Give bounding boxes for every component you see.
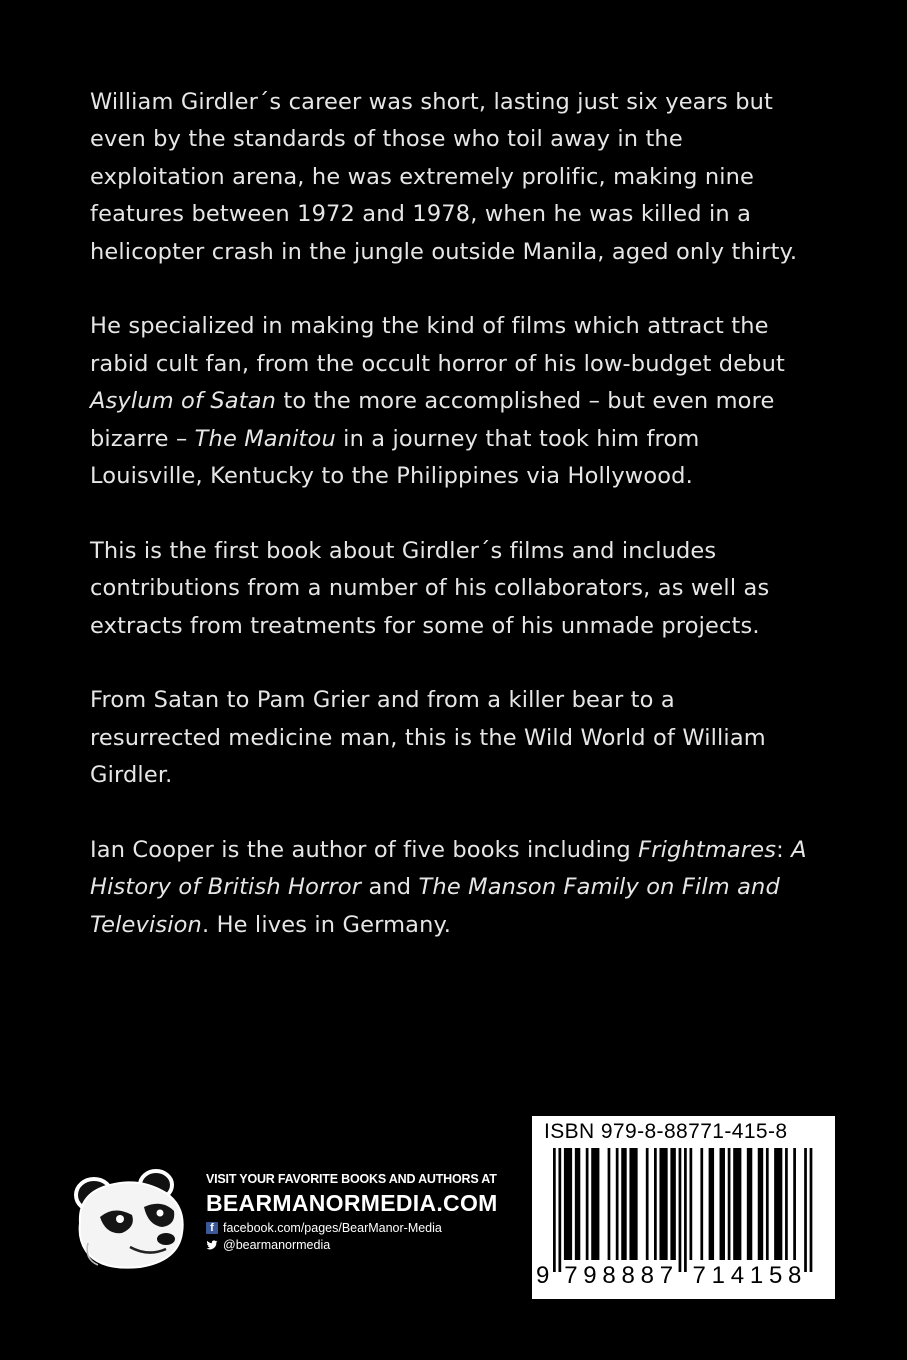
barcode-bar-10 bbox=[646, 1148, 649, 1260]
barcode-bar-4 bbox=[586, 1148, 589, 1260]
barcode-bar-6 bbox=[608, 1148, 611, 1260]
barcode-bar-29 bbox=[810, 1148, 813, 1272]
barcode-digit-3: 8 bbox=[602, 1262, 616, 1289]
film-title: Asylum of Satan bbox=[90, 388, 277, 415]
book-title: A History of British Horror bbox=[90, 837, 807, 901]
twitter-link[interactable] bbox=[206, 1238, 498, 1252]
barcode-bar-21 bbox=[733, 1148, 741, 1260]
barcode-bar-14 bbox=[679, 1148, 682, 1272]
barcode-digit-8: 1 bbox=[711, 1262, 725, 1289]
barcode-digit-11: 5 bbox=[768, 1262, 783, 1289]
visit-line: VISIT YOUR FAVORITE BOOKS AND AUTHORS AT bbox=[206, 1172, 497, 1186]
facebook-link[interactable] bbox=[206, 1221, 498, 1235]
barcode-digit-5: 8 bbox=[640, 1262, 654, 1289]
barcode-bar-28 bbox=[804, 1148, 807, 1272]
panda-bear-logo bbox=[70, 1163, 200, 1273]
film-title: The Manitou bbox=[194, 425, 336, 452]
barcode-digit-1: 7 bbox=[564, 1262, 578, 1289]
publisher-block bbox=[70, 1158, 530, 1278]
book-title: The Manson Family on Film and Television bbox=[90, 874, 780, 938]
blurb-paragraph-3: This is the first book about Girdler´s films and includes contributions from a number of his collaborators, as well as extracts from treatments for some of his unmade projects. bbox=[90, 537, 770, 639]
barcode-digit-2: 9 bbox=[583, 1262, 597, 1289]
blurb-paragraph-4: From Satan to Pam Grier and from a killer bear to a resurrected medicine man, this is the Wild World of William Girdler. bbox=[90, 687, 766, 789]
barcode-bar-23 bbox=[758, 1148, 763, 1260]
publisher-info bbox=[206, 1172, 498, 1252]
barcode-digits bbox=[532, 1262, 835, 1290]
barcode-bar-2 bbox=[564, 1148, 572, 1260]
barcode-bar-27 bbox=[793, 1148, 796, 1260]
barcode-bar-8 bbox=[621, 1148, 626, 1260]
barcode-bar-20 bbox=[728, 1148, 731, 1260]
barcode-digit-4: 8 bbox=[621, 1262, 635, 1289]
blurb-paragraph-1: William Girdler´s career was short, lasting just six years but even by the standards of those who toil away in the exploitation arena, he was extremely prolific, making nine features between 1972 and 1978, when he was killed in a helicopter crash in the jungle outside Manila, aged only thirty. bbox=[90, 89, 798, 265]
barcode-bar-0 bbox=[553, 1148, 556, 1272]
barcode-bar-19 bbox=[720, 1148, 725, 1260]
book-title: Frightmares bbox=[638, 837, 777, 864]
barcode-bar-15 bbox=[684, 1148, 687, 1272]
barcode-bar-22 bbox=[747, 1148, 752, 1260]
barcode-digit-12: 8 bbox=[788, 1262, 802, 1289]
barcode-bar-5 bbox=[591, 1148, 599, 1260]
twitter-handle: @bearmanormedia bbox=[223, 1238, 331, 1252]
barcode-bar-9 bbox=[629, 1148, 637, 1260]
barcode-bar-26 bbox=[785, 1148, 788, 1260]
barcode-bar-13 bbox=[670, 1148, 675, 1260]
blurb-paragraph-2: He specialized in making the kind of films which attract the rabid cult fan, from the occult horror of his low-budget debut Asylum of Satan to the more accomplished – but even more bizarre – The Manitou in a journey that took him from Louisville, Kentucky to the Philippines via Hollywood. bbox=[90, 313, 786, 490]
isbn-barcode bbox=[532, 1116, 835, 1299]
facebook-icon: f bbox=[206, 1222, 218, 1234]
barcode-digit-9: 4 bbox=[730, 1262, 745, 1289]
publisher-website-link[interactable]: BEARMANORMEDIA.COM bbox=[206, 1190, 498, 1216]
barcode-digit-0: 9 bbox=[536, 1262, 550, 1289]
barcode-bar-24 bbox=[766, 1148, 769, 1260]
facebook-url: facebook.com/pages/BearManor-Media bbox=[223, 1221, 442, 1235]
barcode-bar-18 bbox=[709, 1148, 714, 1260]
barcode-bar-17 bbox=[700, 1148, 703, 1260]
barcode-bar-16 bbox=[690, 1148, 693, 1260]
barcode-bar-3 bbox=[575, 1148, 580, 1260]
isbn-label: ISBN 979-8-88771-415-8 bbox=[544, 1120, 788, 1143]
barcode-digit-7: 7 bbox=[692, 1262, 706, 1289]
barcode-bar-25 bbox=[774, 1148, 782, 1260]
barcode-digit-10: 1 bbox=[749, 1262, 764, 1289]
barcode-bar-11 bbox=[654, 1148, 657, 1260]
barcode-bar-12 bbox=[659, 1148, 667, 1260]
twitter-icon bbox=[206, 1239, 218, 1251]
barcode-bar-7 bbox=[616, 1148, 619, 1260]
back-cover-blurb bbox=[90, 84, 810, 944]
author-bio: Ian Cooper is the author of five books including Frightmares: A History of British Horror and The Manson Family on Film and Television. He lives in Germany. bbox=[90, 837, 807, 938]
barcode-bar-1 bbox=[558, 1148, 561, 1272]
barcode-digit-6: 7 bbox=[659, 1262, 674, 1289]
